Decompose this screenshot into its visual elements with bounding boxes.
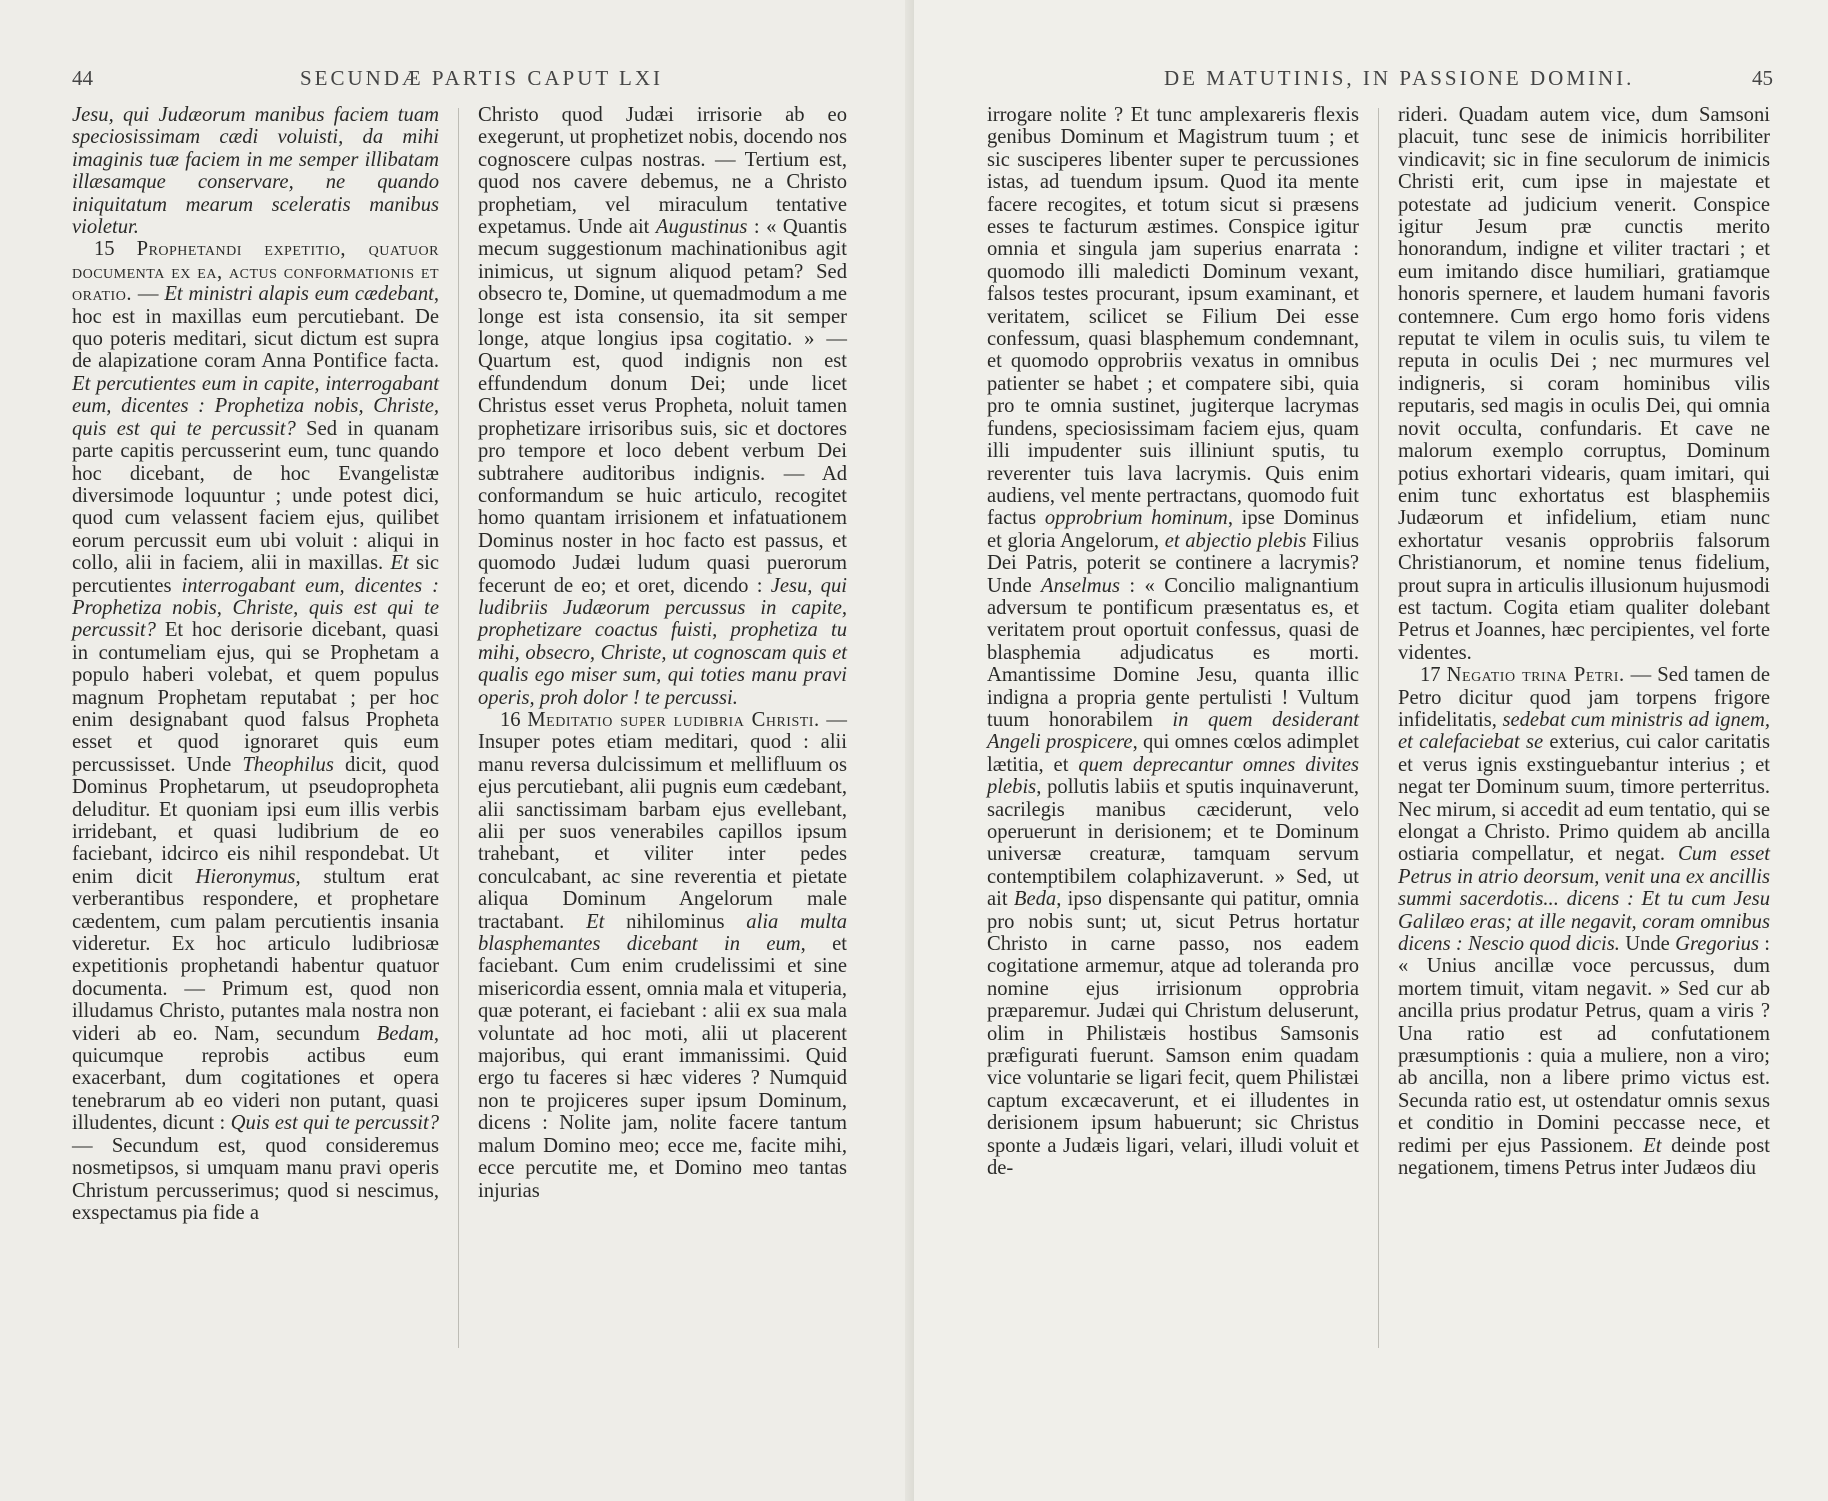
- text-paragraph: rideri. Quadam autem vice, dum Samsoni placuit, tunc sese de inimicis horribiliter vindicavit; sic in fine seculorum de inimicis Christi erit, cum ipse in majestate et potestate ad judicium venerit. Conspice igitur Jesum præ cunctis merito honorandum, indigne et viliter tractari ; et eum imitando disce humiliari, gratiamque honoris spernere, et laudem humani favoris contemnere. Cum ergo homo foris videns reputat te vilem in oculis suis, tu vilem te reputa in oculis Dei ; nec murmures vel indigneris, si coram hominibus vilis reputaris, sed magis in oculis Dei, qui omnia novit occulta, confundaris. Et cave ne malorum exemplo corruptus, Dominum potius exhortari videaris, quam imitari, qui enim tunc exhortatus est blasphemiis Judæorum et infidelium, etiam nunc exhortatur vesanis opprobriis falsorum Christianorum, et nomine tenus fidelium, prout supra in articulis illusionum hujusmodi est tactum. Cogita etiam qualiter dolebant Petrus et Joannes, hæc percipientes, vel forte videntes.: [1398, 104, 1770, 664]
- text-paragraph: 16 Meditatio super ludibria Christi. — Insuper potes etiam meditari, quod : alii manu reversa dulcissimum et mellifluum os ejus percutiebant, alii pugnis eum cædebant, alii sanctissimam barbam ejus evellebant, alii per suos venerabiles capillos ipsum trahebant, et viliter inter pedes conculcabant, ac sine reverentia et pietate aliqua Dominum Angelorum male tractabant. Et nihilominus alia multa blasphemantes dicebant in eum, et faciebant. Cum enim crudelissimi et sine misericordia essent, omnia mala et vituperia, quæ poterant, ei faciebant : alii ex sua mala voluntate ad hoc moti, alii ut placerent majoribus, qui erant immanissimi. Quid ergo tu faceres si hæc videres ? Numquid non te projiceres super ipsum Dominum, dicens : Nolite jam, nolite facere tantum malum Domino meo; ecce me, facite mihi, ecce percutite me, et Domino meo tantas injurias: [478, 708, 847, 1202]
- right-column-1: [987, 104, 1359, 1180]
- running-head-left: SECUNDÆ PARTIS CAPUT LXI: [300, 66, 664, 90]
- text-paragraph: irrogare nolite ? Et tunc amplexareris flexis genibus Dominum et Magistrum tuum ; et sic susciperes libenter super te percussiones istas, ad tuendum ipsum. Quod ita mente facere recogites, et totum sicut si præsens esses te facturum æstimes. Conspice igitur omnia et singula jam superius enarrata : quomodo illi maledicti Dominum vexant, falsos testes procurant, ipsum examinant, et veritatem, scilicet se Filium Dei esse confessum, quasi blasphemum condemnant, et quomodo opprobriis vexatus in omnibus patienter se habet ; et compatere sibi, quia pro te omnia sustinet, jugiterque lacrymas fundens, speciosissimam faciem ejus, quam illi impudenter suis illiniunt sputis, tu reverenter tuis lava lacrymis. Quis enim audiens, vel mente pertractans, quomodo fuit factus opprobrium hominum, ipse Dominus et gloria Angelorum, et abjectio plebis Filius Dei Patris, poterit se continere a lacrymis? Unde Anselmus : « Concilio malignantium adversum te pontificum præsentatus es, et veritatem prout oportuit confessus, quasi de blasphemia adjudicatus es morti. Amantissime Domine Jesu, quanta illic indigna a propria gente pertulisti ! Vultum tuum honorabilem in quem desiderant Angeli prospicere, qui omnes cœlos adimplet lætitia, et quem deprecantur omnes divites plebis, pollutis labiis et sputis inquinaverunt, sacrilegis manibus cæciderunt, velo operuerunt in derisionem; et te Dominum universæ creaturæ, tamquam servum contemptibilem colaphizaverunt. » Sed, ut ait Beda, ipso dispensante qui patitur, omnia pro nobis sunt; ut, sicut Petrus hortatur Christo in carne passo, nos eadem cogitatione armemur, atque ad toleranda pro nomine ejus irrisionum opprobria præparemur. Judæi qui Christum deluserunt, olim in Philistæis hostibus Samsonis præfigurati fuerunt. Samson enim quadam vice voluntarie se ligari fecit, quem Philistæi captum excæcaverunt, et ei illudentes in derisionem ipsum habuerunt; sic Christus sponte a Judæis ligari, velari, illudi voluit et de-: [987, 104, 1360, 1180]
- column-rule: [1378, 108, 1379, 1348]
- text-paragraph: 17 Negatio trina Petri. — Sed tamen de Petro dicitur quod jam torpens frigore infidelitatis, sedebat cum ministris ad ignem, et calefaciebat se exterius, cui calor caritatis et verus ignis exstinguebantur interius ; et negat ter Dominum suum, timore perterritus. Nec mirum, si accedit ad eum tentatio, qui se elongat a Christo. Primo quidem ab ancilla ostiaria compellatur, et negat. Cum esset Petrus in atrio deorsum, venit una ex ancillis summi sacerdotis... dicens : Et tu cum Jesu Galilæo eras; at ille negavit, coram omnibus dicens : Nescio quod dicis. Unde Gregorius : « Unius ancillæ voce percussus, dum mortem timuit, vitam negavit. » Sed cur ab ancilla prius prodatur Petrus, quam a viris ? Una ratio est ad confutationem præsumptionis : quia a muliere, non a viro; ab ancilla, non a libere primo victus est. Secunda ratio est, ut ostendatur omnis sexus et conditio in Domini peccasse nece, et redimi per ejus Passionem. Et deinde post negationem, timens Petrus inter Judæos diu: [1398, 664, 1771, 1180]
- text-paragraph: Jesu, qui Judæorum manibus faciem tuam speciosissimam cædi voluisti, da mihi imaginis tuæ faciem in me semper illibatam illæsamque conservare, ne quando iniquitatum mearum sceleratis manibus violetur.: [72, 104, 439, 239]
- left-column-1: [72, 104, 439, 1224]
- right-column-2: [1398, 104, 1770, 1180]
- page-number-right: 45: [1752, 66, 1773, 90]
- text-paragraph: 15 Prophetandi expetitio, quatuor documenta ex ea, actus conformationis et oratio. — Et ministri alapis eum cædebant, hoc est in maxillas eum percutiebant. De quo poteris meditari, sicut dictum est supra de alapizatione coram Anna Pontifice facta. Et percutientes eum in capite, interrogabant eum, dicentes : Prophetiza nobis, Christe, quis est qui te percussit? Sed in quanam parte capitis percusserint eum, tunc quando hoc dicebant, de hoc Evangelistæ diversimode loquuntur ; unde potest dici, quod cum velassent faciem ejus, quilibet eorum percussit eum ubi voluit : aliqui in collo, alii in faciem, alii in maxillas. Et sic percutientes interrogabant eum, dicentes : Prophetiza nobis, Christe, quis est qui te percussit? Et hoc derisorie dicebant, quasi in contumeliam ejus, qui se Prophetam a populo haberi volebat, et quem populus magnum Prophetam reputabat ; per hoc enim designabant quod falsus Propheta esset et quod ignoraret quis eum percussisset. Unde Theophilus dicit, quod Dominus Prophetarum, ut pseudopropheta deluditur. Et quoniam ipsi eum illis verbis irridebant, et quasi ludibrium de eo faciebant, idcirco eis nihil respondebat. Ut enim dicit Hieronymus, stultum erat verberantibus respondere, et prophetare cædentem, cum palam percutientis insania videretur. Ex hoc articulo ludibriosæ expetitionis prophetandi habentur quatuor documenta. — Primum est, quod non illudamus Christo, putantes mala nostra non videri ab eo. Nam, secundum Bedam, quicumque reprobis actibus eum exacerbant, dum cogitationes et opera tenebrarum ab eo videri non putant, quasi illudentes, dicunt : Quis est qui te percussit? — Secundum est, quod consideremus nosmetipsos, si umquam manu pravi operis Christum percusserimus; quod si nescimus, exspectamus pia fide a: [72, 238, 440, 1224]
- text-paragraph: Christo quod Judæi irrisorie ab eo exegerunt, ut prophetizet nobis, docendo nos cognoscere culpas nostras. — Tertium est, quod nos cavere debemus, ne a Christo prophetiam, vel miraculum tentative expetamus. Unde ait Augustinus : « Quantis mecum suggestionum machinationibus agit inimicus, ut signum aliquod petam? Sed obsecro te, Domine, ut quemadmodum a me longe est ista consensio, ita sit semper longe, atque longius ipsa cogitatio. » — Quartum est, quod indignis non est effundendum donum Dei; unde licet Christus esset verus Propheta, noluit tamen prophetizare irrisoribus suis, sic et doctores pro tempore et loco debent verbum Dei subtrahere auditoribus indignis. — Ad conformandum se huic articulo, recogitet homo quantam irrisionem et infatuationem Dominus noster in hoc facto est passus, et quomodo Judæi ludum quasi puerorum fecerunt de eo; et oret, dicendo : Jesu, qui ludibriis Judæorum percussus in capite, prophetizare coactus fuisti, prophetiza tu mihi, obsecro, Christe, ut cognoscam quis et qualis ego miser sum, qui toties manu pravi operis, proh dolor ! te percussi.: [478, 104, 847, 709]
- running-head-right: DE MATUTINIS, IN PASSIONE DOMINI.: [1164, 66, 1635, 90]
- right-page: [914, 0, 1828, 1501]
- left-column-2: [478, 104, 847, 1202]
- page-number-left: 44: [72, 66, 93, 90]
- column-rule: [458, 108, 459, 1348]
